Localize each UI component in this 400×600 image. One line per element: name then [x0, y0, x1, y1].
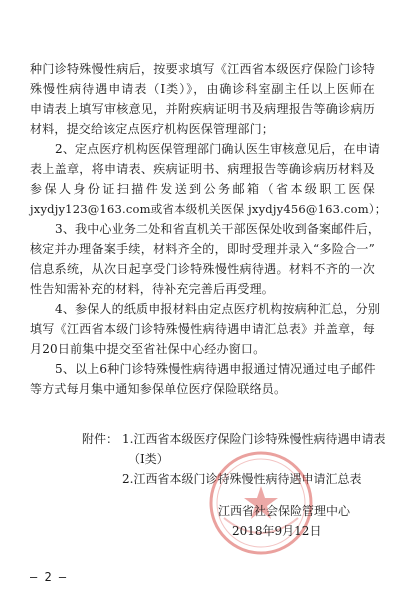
paragraph-2-line-2: 表上盖章，将申请表、疾病证明书、病理报告等确诊病历材料及 — [30, 162, 375, 176]
paragraph-2-line-1: 2、定点医疗机构医保管理部门确认医生审核意见后，在申请 — [55, 142, 381, 156]
paragraph-1-line-1: 种门诊特殊慢性病后，按要求填写《江西省本级医疗保险门诊特 — [30, 62, 375, 76]
paragraph-3-line-1: 3、我中心业务二处和省直机关干部医保处收到备案邮件后， — [55, 222, 381, 236]
attachments-label: 附件： — [82, 432, 119, 446]
paragraph-3-line-4: 性告知需补充的材料，待补充完善后再受理。 — [30, 282, 275, 296]
attachment-item-2: 2.江西省本级门诊特殊慢性病待遇申请汇总表 — [122, 472, 362, 486]
paragraph-4-line-3: 月20日前集中提交至省社保中心经办窗口。 — [30, 342, 266, 356]
page-number: — 2 — — [30, 570, 67, 584]
attachment-item-1: 1.江西省本级医疗保险门诊特殊慢性病待遇申请表 — [122, 432, 386, 446]
paragraph-4-line-2: 填写《江西省本级门诊特殊慢性病待遇申请汇总表》并盖章，每 — [30, 322, 375, 336]
paragraph-3-line-3: 信息系统，从次日起享受门诊特殊慢性病待遇。材料不齐的一次 — [30, 262, 375, 276]
paragraph-1-line-3: 申请表上填写审核意见，并附疾病证明书及病理报告等确诊病历 — [30, 102, 375, 116]
paragraph-5-line-2: 等方式每月集中通知参保单位医疗保险联络员。 — [30, 382, 287, 396]
issuing-organization: 江西省社会保险管理中心 — [218, 504, 351, 518]
paragraph-5-line-1: 5、以上6种门诊特殊慢性病待遇申报通过情况通过电子邮件 — [55, 362, 376, 376]
official-seal-icon — [206, 448, 316, 558]
paragraph-4-line-1: 4、参保人的纸质申报材料由定点医疗机构按病种汇总，分别 — [55, 302, 381, 316]
paragraph-2-line-3: 参保人身份证扫描件发送到公务邮箱（省本级职工医保 — [30, 182, 375, 196]
paragraph-3-line-2: 核定并办理备案手续，材料齐全的，即时受理并录入“多险合一” — [30, 242, 375, 256]
attachment-item-1-cont: （Ⅰ类） — [128, 452, 169, 466]
issue-date: 2018年9月12日 — [232, 524, 322, 538]
paragraph-2-line-4: jxydjy123@163.com或省本级机关医保 jxydjy456@163.com）； — [30, 202, 387, 216]
paragraph-1-line-4: 材料，提交给该定点医疗机构医保管理部门； — [30, 122, 275, 136]
paragraph-1-line-2: 殊慢性病待遇申请表（Ⅰ类）》，由确诊科室副主任以上医师在 — [30, 82, 375, 96]
